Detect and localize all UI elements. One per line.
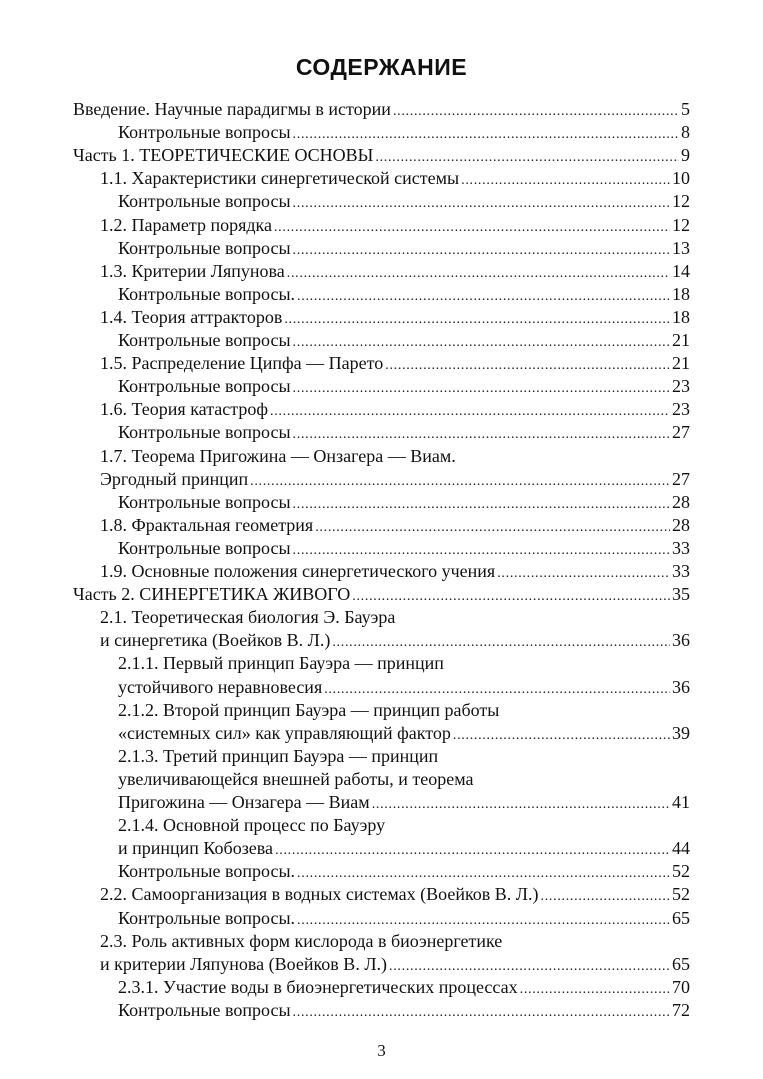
toc-entry-label: 1.5. Распределение Ципфа — Парето: [100, 353, 384, 374]
toc-entry: [118, 421, 690, 444]
toc-entry-page: 36: [672, 630, 690, 651]
toc-entry-label: 2.1. Теоретическая биология Э. Бауэра: [100, 607, 396, 628]
toc-leader-dots: [375, 144, 679, 169]
toc-leader-dots: [293, 421, 670, 446]
toc-leader-dots: [352, 583, 670, 608]
toc-entry-label: 2.1.3. Третий принцип Бауэра — принцип: [118, 745, 439, 766]
toc-entry-label: Контрольные вопросы.: [118, 283, 296, 304]
toc-entry-label: устойчивого неравновесия: [118, 676, 323, 697]
toc-leader-dots: [520, 976, 670, 1001]
toc-entry-label: 1.9. Основные положения синергетического учения: [100, 561, 496, 581]
toc-leader-dots: [293, 491, 670, 516]
toc-leader-dots: [284, 306, 670, 331]
toc-entry-page: 21: [672, 353, 690, 374]
toc-entry-label: «системных сил» как управляющий фактор: [118, 722, 451, 743]
toc-entry: [118, 791, 690, 814]
toc-entry-label: Контрольные вопросы: [118, 237, 291, 258]
toc-entry: [118, 745, 438, 768]
toc-leader-dots: [541, 883, 670, 908]
toc-entry-page: 52: [672, 884, 690, 905]
toc-leader-dots: [393, 98, 679, 123]
toc-entry-label: 2.1.4. Основной процесс по Бауэру: [118, 815, 386, 836]
toc-entry: [100, 352, 690, 375]
toc-entry-label: 2.2. Самоорганизация в водных системах (Воейков В. Л.): [100, 884, 539, 905]
toc-leader-dots: [293, 237, 670, 262]
toc-entry-label: Контрольные вопросы.: [118, 861, 296, 882]
toc-entry: [118, 537, 690, 560]
toc-entry-page: 5: [681, 99, 690, 119]
toc-entry-label: 1.8. Фрактальная геометрия: [100, 514, 314, 535]
toc-entry: [118, 837, 690, 860]
toc-entry-page: 18: [672, 283, 690, 304]
toc-entry: [118, 375, 690, 398]
toc-leader-dots: [297, 283, 670, 308]
toc-entry-label: Контрольные вопросы: [118, 376, 291, 397]
toc-leader-dots: [297, 907, 670, 932]
toc-entry-page: 39: [672, 722, 690, 743]
toc-entry-label: Контрольные вопросы: [118, 537, 291, 558]
toc-entry-label: и синергетика (Воейков В. Л.): [100, 630, 331, 651]
toc-leader-dots: [315, 514, 670, 539]
toc-entry-label: 2.3.1. Участие воды в биоэнергетических процессах: [118, 976, 518, 997]
toc-entry-page: 13: [672, 237, 690, 258]
toc-entry: [118, 999, 690, 1022]
toc-leader-dots: [287, 260, 670, 285]
toc-entry-label: 2.1.2. Второй принцип Бауэра — принцип работы: [118, 699, 500, 720]
toc-entry: [118, 907, 690, 930]
toc-entry-page: 18: [672, 306, 690, 327]
toc-entry-label: и принцип Кобозева: [118, 838, 274, 859]
toc-leader-dots: [293, 537, 670, 562]
toc-entry-page: 44: [672, 838, 690, 859]
toc-leader-dots: [324, 676, 670, 701]
toc-entry-page: 21: [672, 330, 690, 350]
toc-entry-label: Контрольные вопросы: [118, 122, 291, 143]
toc-leader-dots: [275, 837, 670, 862]
toc-leader-dots: [297, 860, 670, 885]
toc-entry-page: 23: [672, 376, 690, 397]
toc-entry-label: 1.1. Характеристики синергетической системы: [100, 168, 460, 189]
toc-entry: [100, 560, 690, 583]
toc-entry-page: 8: [681, 122, 690, 143]
toc-entry: [73, 98, 690, 121]
toc-entry-label: Часть 1. ТЕОРЕТИЧЕСКИЕ ОСНОВЫ: [73, 145, 374, 166]
toc-entry-page: 41: [672, 792, 690, 812]
toc-entry-label: 1.2. Параметр порядка: [100, 214, 272, 235]
toc-leader-dots: [372, 791, 670, 816]
toc-entry-page: 14: [672, 260, 690, 281]
toc-entry: [100, 953, 690, 976]
toc-entry-page: 70: [672, 976, 690, 997]
toc-entry-page: 33: [672, 537, 690, 558]
toc-entry-label: Контрольные вопросы: [118, 422, 291, 443]
toc-entry-page: 28: [672, 491, 690, 512]
toc-leader-dots: [461, 167, 670, 192]
toc-leader-dots: [293, 375, 670, 400]
toc-entry-page: 72: [672, 999, 690, 1020]
toc-leader-dots: [250, 468, 670, 493]
toc-entry: [100, 468, 690, 491]
toc-leader-dots: [293, 999, 670, 1024]
toc-leader-dots: [274, 214, 670, 239]
toc-entry-label: Контрольные вопросы: [118, 999, 291, 1020]
toc-entry-label: 2.3. Роль активных форм кислорода в биоэнергетике: [100, 930, 503, 951]
toc-entry: [118, 860, 690, 883]
toc-entry: [118, 699, 499, 722]
toc-entry-page: 27: [672, 422, 690, 443]
toc-entry: [118, 722, 690, 745]
toc-entry: [118, 237, 690, 260]
toc-entry-page: 33: [672, 561, 690, 581]
toc-entry: [118, 976, 690, 999]
toc-entry-page: 28: [672, 514, 690, 535]
toc-leader-dots: [332, 629, 670, 654]
toc-entry: [100, 214, 690, 237]
toc-entry-page: 23: [672, 399, 690, 420]
toc-entry-page: 10: [672, 168, 690, 189]
toc-entry: [100, 445, 456, 468]
toc-leader-dots: [453, 722, 670, 747]
toc-entry: [118, 329, 690, 352]
toc-entry-page: 36: [672, 676, 690, 697]
toc-entry: [100, 514, 690, 537]
page-number: 3: [377, 1041, 386, 1060]
toc-entry: [100, 167, 690, 190]
toc-entry-label: и критерии Ляпунова (Воейков В. Л.): [100, 953, 388, 974]
toc-entry: [118, 190, 690, 213]
toc-entry-page: 12: [672, 191, 690, 212]
toc-entry: [100, 930, 502, 953]
toc-entry: [118, 283, 690, 306]
toc-entry: [100, 398, 690, 421]
toc-entry: [100, 306, 690, 329]
toc-entry-label: увеличивающейся внешней работы, и теорема: [118, 768, 474, 789]
toc-leader-dots: [270, 398, 670, 423]
toc-entry-page: 27: [672, 468, 690, 489]
toc-entry-label: Пригожина — Онзагера — Виам: [118, 792, 370, 812]
toc-leader-dots: [385, 352, 670, 377]
toc-entry-label: Контрольные вопросы: [118, 330, 291, 350]
toc-leader-dots: [293, 121, 679, 146]
toc-entry-page: 9: [681, 145, 690, 166]
toc-entry: [118, 676, 690, 699]
toc-entry: [118, 768, 473, 791]
toc-entry-label: 1.6. Теория катастроф: [100, 399, 269, 420]
toc-entry: [100, 629, 690, 652]
toc-leader-dots: [293, 190, 670, 215]
toc-entry: [118, 652, 444, 675]
toc-entry: [118, 491, 690, 514]
toc-entry-label: 1.4. Теория аттракторов: [100, 306, 283, 327]
toc-entry-page: 65: [672, 953, 690, 974]
toc-entry: [118, 814, 385, 837]
toc-entry: [100, 883, 690, 906]
toc-leader-dots: [497, 560, 670, 585]
toc-entry-label: Введение. Научные парадигмы в истории: [73, 99, 391, 119]
toc-entry-label: 1.3. Критерии Ляпунова: [100, 260, 285, 281]
toc-entry-label: Часть 2. СИНЕРГЕТИКА ЖИВОГО: [73, 584, 351, 605]
toc-entry: [118, 121, 690, 144]
toc-entry: [73, 583, 690, 606]
toc-entry: [73, 144, 690, 167]
toc-entry-page: 52: [672, 861, 690, 882]
toc-entry-label: Контрольные вопросы: [118, 491, 291, 512]
page-title: СОДЕРЖАНИЕ: [295, 54, 468, 80]
toc-leader-dots: [389, 953, 670, 978]
toc-leader-dots: [293, 329, 670, 354]
toc-entry: [100, 606, 395, 629]
toc-entry-page: 12: [672, 214, 690, 235]
toc-entry-page: 35: [672, 584, 690, 605]
toc-entry-page: 65: [672, 907, 690, 928]
toc-entry-label: 1.7. Теорема Пригожина — Онзагера — Виам.: [100, 445, 456, 466]
toc-entry-label: Контрольные вопросы: [118, 191, 291, 212]
toc-entry: [100, 260, 690, 283]
toc-entry-label: Эргодный принцип: [100, 468, 249, 489]
toc-entry-label: 2.1.1. Первый принцип Бауэра — принцип: [118, 653, 444, 674]
toc-entry-label: Контрольные вопросы.: [118, 907, 296, 928]
